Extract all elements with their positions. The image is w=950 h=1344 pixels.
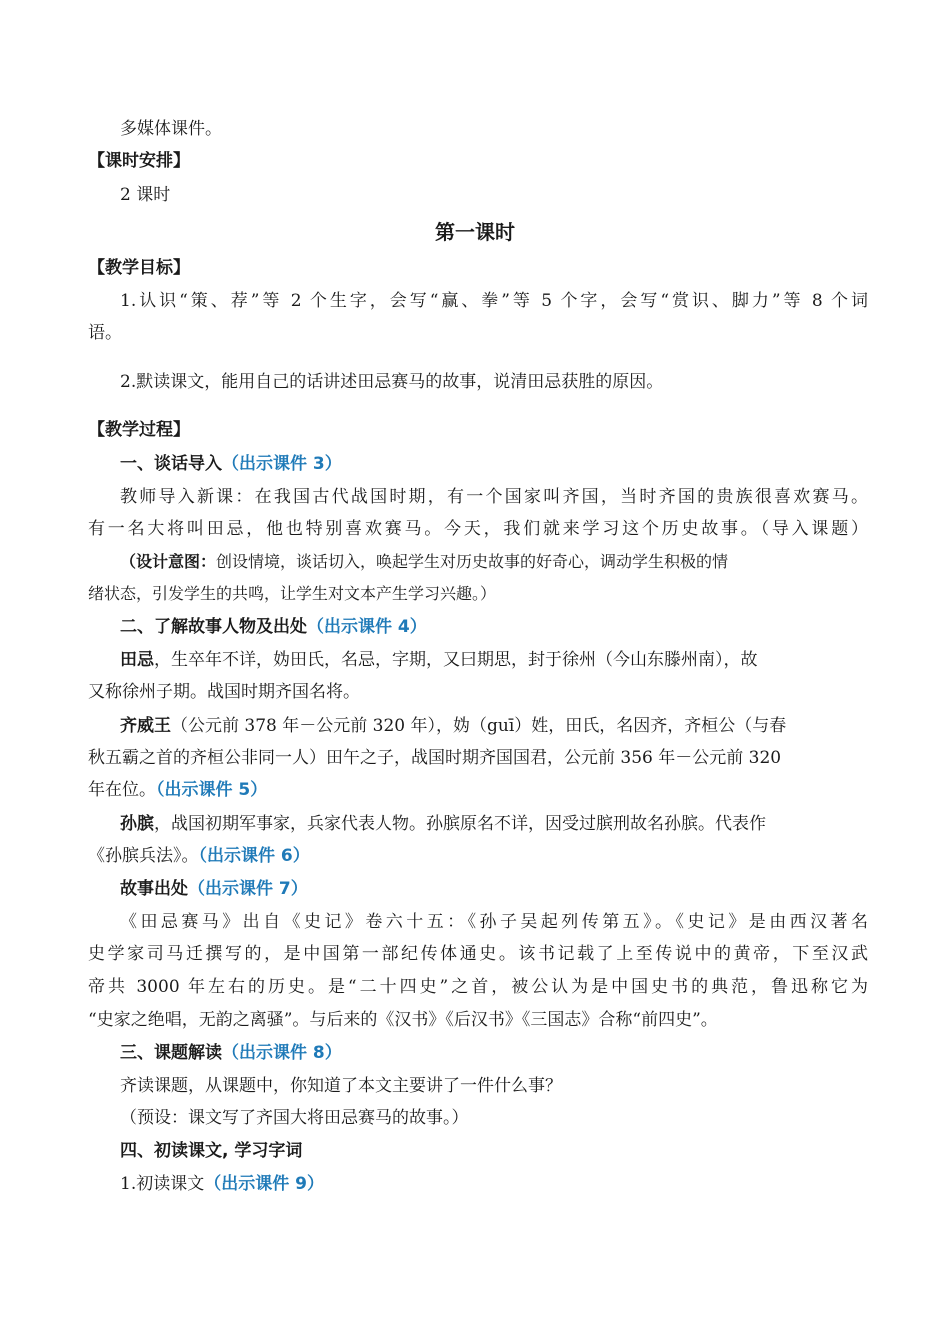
section-3-preset: （预设：课文写了齐国大将田忌赛马的故事。） [120, 1108, 469, 1128]
goal-1-line-1: 1.认识“策、荐”等 2 个生字，会写“赢、拳”等 5 个字，会写“赏识、脚力”等 8 个词 [120, 291, 868, 311]
sunbin-name: 孙膑 [120, 814, 154, 834]
schedule-text: 2 课时 [120, 185, 171, 205]
section-1-title: 一、谈话导入 [120, 454, 222, 474]
section-3-question: 齐读课题，从课题中，你知道了本文主要讲了一件什么事？ [120, 1076, 562, 1096]
courseware-tag-9: （出示课件 9） [204, 1174, 324, 1194]
tianji-name: 田忌 [120, 650, 154, 670]
courseware-tag-6: （出示课件 6） [198, 846, 310, 866]
source-line-4: “史家之绝唱，无韵之离骚”。与后来的《汉书》《后汉书》《三国志》合称“前四史”。 [88, 1010, 718, 1030]
section-4-title: 四、初读课文, 学习字词 [120, 1141, 303, 1161]
section-1-para-line-2: 有一名大将叫田忌，他也特别喜欢赛马。今天，我们就来学习这个历史故事。（导入课题） [88, 519, 868, 539]
source-title: 故事出处 [120, 879, 188, 899]
sunbin-line-2: 《孙膑兵法》。（出示课件 6） [88, 846, 310, 866]
goals-heading: 【教学目标】 [88, 258, 190, 278]
section-2-title: 二、了解故事人物及出处 [120, 617, 307, 637]
section-3-title: 三、课题解读 [120, 1043, 222, 1063]
qiwei-name: 齐威王 [120, 716, 171, 736]
schedule-heading: 【课时安排】 [88, 151, 190, 171]
sunbin-line-1: 孙膑，战国初期军事家，兵家代表人物。孙膑原名不详，因受过膑刑故名孙膑。代表作 [120, 814, 766, 834]
source-line-3: 帝共 3000 年左右的历史。是“二十四史”之首，被公认为是中国史书的典范，鲁迅称它为 [88, 977, 868, 997]
goal-1-line-2: 语。 [88, 323, 122, 343]
section-4-sub: 1.初读课文（出示课件 9） [120, 1174, 324, 1194]
lesson-title: 第一课时 [435, 220, 515, 244]
courseware-tag-7: （出示课件 7） [188, 879, 308, 899]
source-heading [120, 877, 868, 901]
section-3-heading [120, 1041, 868, 1065]
courseware-tag-4: （出示课件 4） [307, 617, 427, 637]
courseware-tag-8: （出示课件 8） [222, 1043, 342, 1063]
qiwei-line-2: 秋五霸之首的齐桓公非同一人）田午之子，战国时期齐国国君，公元前 356 年－公元前 320 [88, 748, 782, 768]
courseware-tag-5: （出示课件 5） [156, 780, 268, 800]
section-1-para-line-1: 教师导入新课：在我国古代战国时期，有一个国家叫齐国，当时齐国的贵族很喜欢赛马。 [120, 487, 868, 507]
design-intent-line-2: 绪状态，引发学生的共鸣，让学生对文本产生学习兴趣。） [88, 584, 497, 603]
source-line-1: 《田忌赛马》出自《史记》卷六十五：《孙子吴起列传第五》。《史记》是由西汉著名 [120, 912, 868, 932]
tianji-line-2: 又称徐州子期。战国时期齐国名将。 [88, 682, 360, 702]
section-1-heading [120, 452, 868, 476]
courseware-tag-3: （出示课件 3） [222, 454, 342, 474]
qiwei-line-1: 齐威王（公元前 378 年－公元前 320 年），妫（guī）姓，田氏，名因齐，齐桓公（与春 [120, 716, 787, 736]
tianji-line-1: 田忌，生卒年不详，妫田氏，名忌，字期，又曰期思，封于徐州（今山东滕州南），故 [120, 650, 758, 670]
goal-2: 2.默读课文，能用自己的话讲述田忌赛马的故事，说清田忌获胜的原因。 [120, 372, 664, 392]
section-2-heading [120, 615, 868, 639]
design-intent-line-1: （设计意图：创设情境，谈话切入，唤起学生对历史故事的好奇心，调动学生积极的情 [120, 552, 729, 571]
design-intent-label: （设计意图： [120, 552, 217, 571]
process-heading: 【教学过程】 [88, 420, 190, 440]
source-line-2: 史学家司马迁撰写的，是中国第一部纪传体通史。该书记载了上至传说中的黄帝，下至汉武 [88, 944, 868, 964]
materials-text: 多媒体课件。 [120, 119, 222, 139]
qiwei-line-3: 年在位。（出示课件 5） [88, 780, 268, 800]
